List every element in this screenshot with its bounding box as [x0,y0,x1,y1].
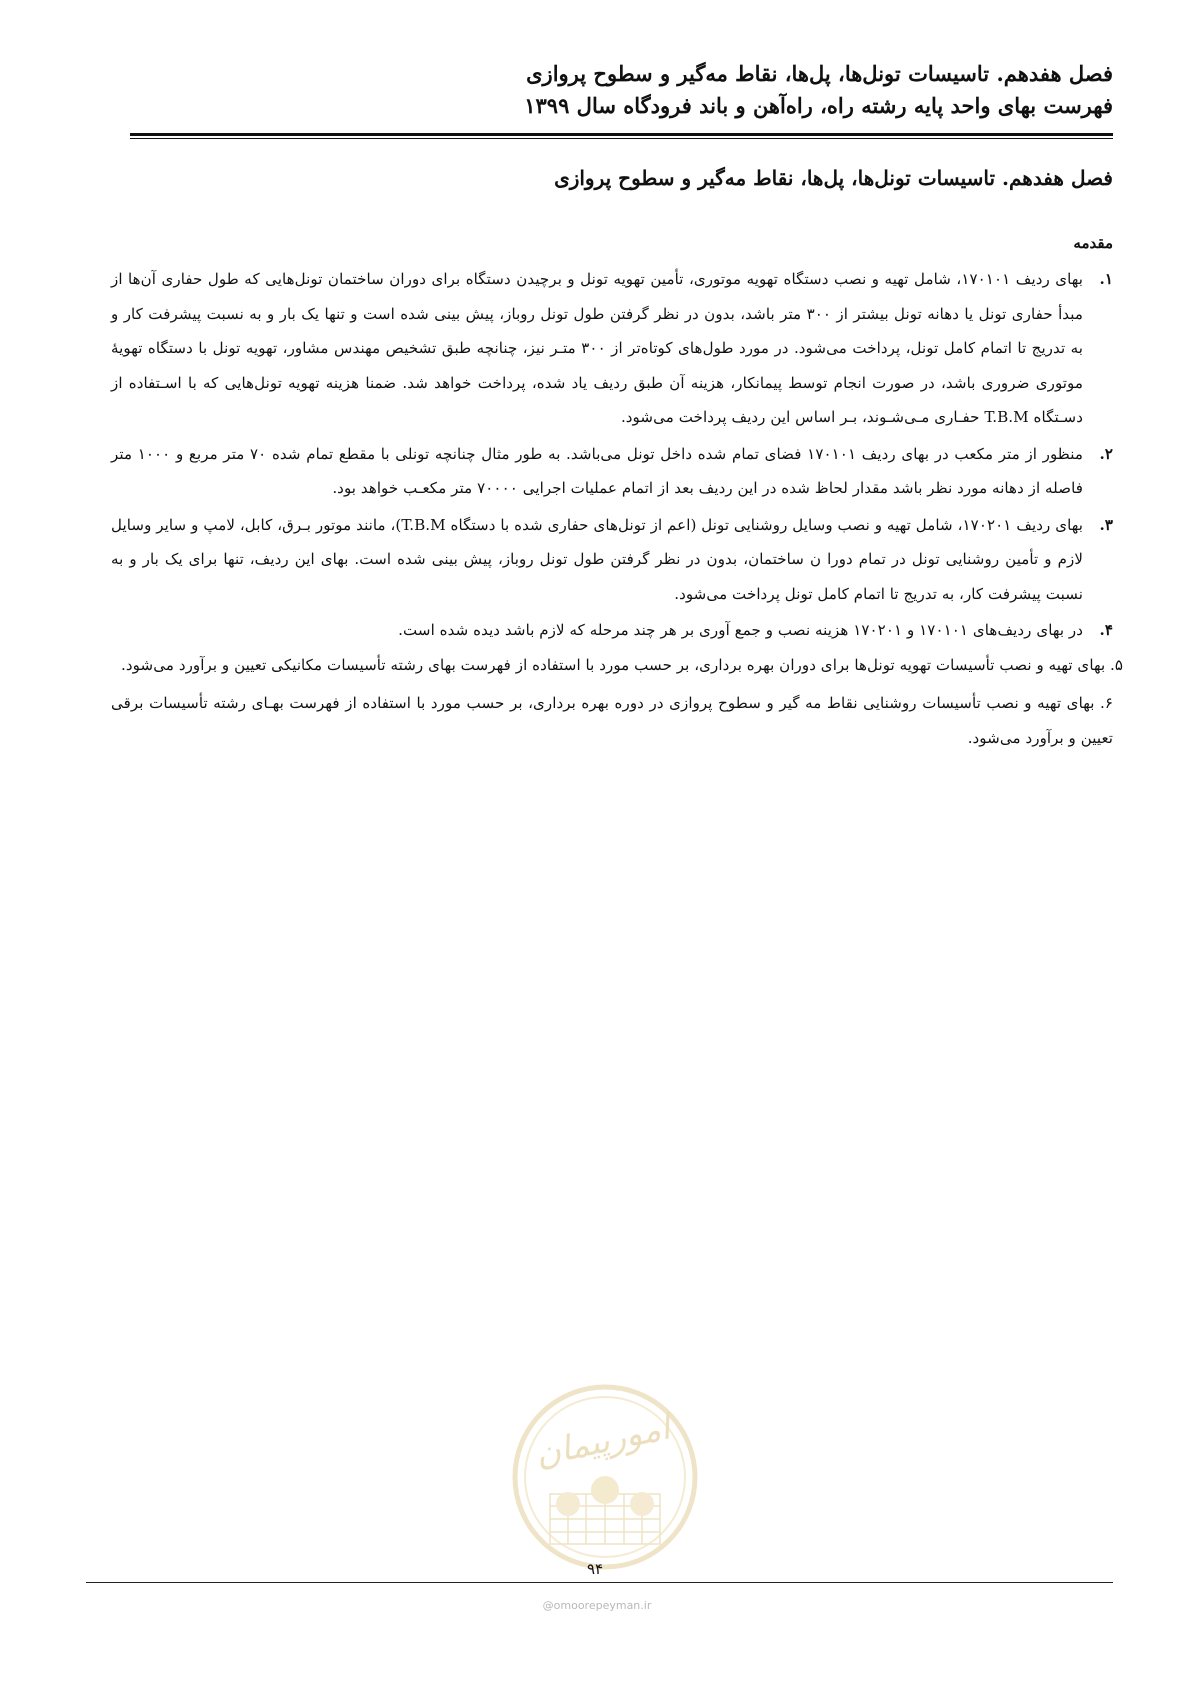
website-watermark: @omoorepeyman.ir [542,1599,652,1612]
running-header [83,58,1113,122]
svg-text:امورپیمان: امورپیمان [531,1407,674,1475]
list-item [111,437,1113,506]
item-number: ۱. [1099,270,1113,288]
header-catalog-line: فهرست بهای واحد پایه رشته راه، راه‌آهن و باند فرودگاه سال ۱۳۹۹ [524,93,1113,118]
watermark-logo-icon [510,1382,700,1572]
item-text: بهای ردیف ۱۷۰۲۰۱، شامل تهیه و نصب وسایل روشنایی تونل (اعم از تونل‌های حفاری شده با دستگاه T.B.M)، مانند موتور بـرق، کابل، لامپ و سایر وسایل لازم و تأمین روشنایی تونل در تمام دورا ن ساختمان، بدون در نظر گرفتن طول تونل روباز، پیش بینی شده است. بهای این ردیف، تنها برای یک بار و به نسبت پیشرفت کار، به تدریج تا اتمام کامل تونل پرداخت می‌شود. [111,515,1083,603]
header-rule-thin [130,138,1113,139]
list-item [111,262,1113,435]
list-item: ۵. بهای تهیه و نصب تأسیسات تهویه تونل‌ها برای دوران بهره برداری، بر حسب مورد با استفاده از فهرست بهای رشته تأسیسات مکانیکی تعیین و برآورد می‌شود. [121,655,1123,674]
list-item: ۶. بهای تهیه و نصب تأسیسات روشنایی نقاط مه گیر و سطوح پروازی در دوره بهره برداری، بر حسب مورد با استفاده از فهرست بهـای رشته تأسیسات برقی تعیین و برآورد می‌شود. [111,694,1113,747]
item-text: منظور از متر مکعب در بهای ردیف ۱۷۰۱۰۱ فضای تمام شده داخل تونل می‌باشد. به طور مثال چنانچه تونلی با مقطع تمام شده ۷۰ متر مربع و ۱۰۰۰ متر فاصله از دهانه مورد نظر باشد مقدار لحاظ شده در این ردیف بعد از اتمام عملیات اجرایی ۷۰۰۰۰ متر مکعـب خواهد بود. [111,444,1083,497]
header-chapter-line: فصل هفدهم. تاسیسات تونل‌ها، پل‌ها، نقاط مه‌گیر و سطوح پروازی [526,61,1113,86]
list-item [111,613,1113,648]
item-number: ۴. [1099,621,1113,639]
page-number: ۹۴ [586,1560,604,1578]
item-text: بهای ردیف ۱۷۰۱۰۱، شامل تهیه و نصب دستگاه تهویه موتوری، تأمین تهویه تونل و برچیدن دستگاه برای دوران ساختمان تونل‌هایی که طول حفاری آن‌ها از مبدأ حفاری تونل یا دهانه تونل بیشتر از ۳۰۰ متر باشد، بدون در نظر گرفتن طول تونل روباز، پیش بینی شده است و تنها یک بار و به نسبت پیشرفت کار و به تدریج تا اتمام کامل تونل، پرداخت می‌شود. در مورد طول‌های کوتاه‌تر از ۳۰۰ متـر نیز، چنانچه طبق تشخیص مهندس مشاور، تهویه تونل با دستگاه تهویهٔ موتوری ضروری باشد، در صورت انجام توسط پیمانکار، هزینه آن طبق ردیف یاد شده، پرداخت خواهد شد. ضمنا هزینه تهویه تونل‌هایی که با اسـتفاده از دسـتگاه T.B.M حفـاری مـی‌شـوند، بـر اساس این ردیف پرداخت می‌شود. [111,270,1083,426]
list-item [111,508,1113,612]
item-text: در بهای ردیف‌های ۱۷۰۱۰۱ و ۱۷۰۲۰۱ هزینه نصب و جمع آوری بر هر چند مرحله که لازم باشد دیده شده است. [398,621,1083,639]
chapter-title: فصل هفدهم. تاسیسات تونل‌ها، پل‌ها، نقاط مه‌گیر و سطوح پروازی [554,166,1113,190]
intro-list [111,262,1123,755]
item-number: ۳. [1099,515,1113,534]
header-rule-thick [130,133,1113,136]
section-title: مقدمه [1073,234,1113,252]
footer-rule [86,1582,1113,1583]
item-number: ۲. [1099,444,1113,463]
